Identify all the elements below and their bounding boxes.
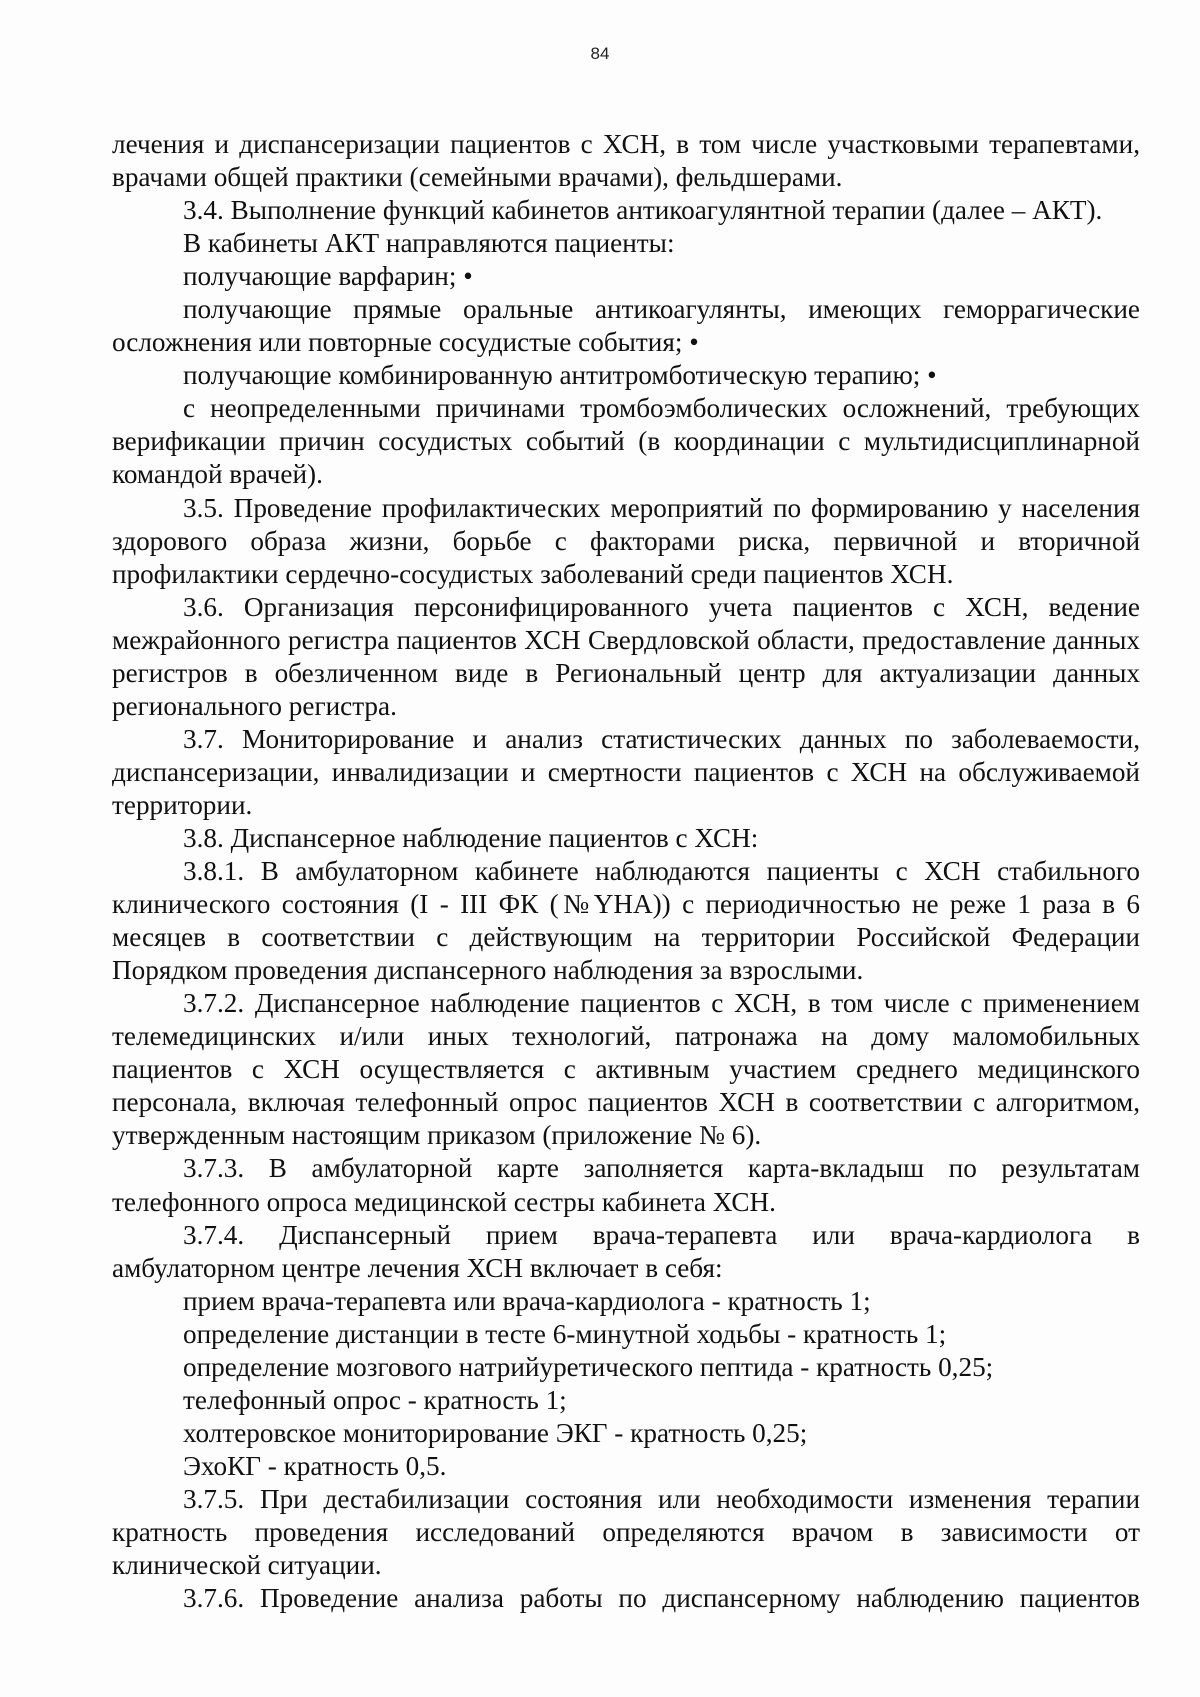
paragraph-3-7-3: 3.7.3. В амбулаторной карте заполняется карта-вкладыш по результатам телефонного опроса медицинской сестры кабинета ХСН.: [112, 1153, 1140, 1217]
paragraph-3-7-6: 3.7.6. Проведение анализа работы по диспансерному наблюдению пациентов: [183, 1583, 1140, 1614]
list-item: получающие варфарин; •: [183, 261, 473, 292]
list-item: телефонный опрос - кратность 1;: [183, 1384, 567, 1415]
list-item: ЭхоКГ - кратность 0,5.: [183, 1450, 447, 1481]
list-item: определение мозгового натрийуретического пептида - кратность 0,25;: [183, 1351, 994, 1382]
paragraph-3-5: 3.5. Проведение профилактических мероприятий по формированию у населения здорового образа жизни, борьбе с факторами риска, первичной и вторичной профилактики сердечно-сосудистых заболеваний среди пациентов ХСН.: [112, 492, 1140, 589]
paragraph-3-8: 3.8. Диспансерное наблюдение пациентов с ХСН:: [183, 822, 759, 853]
paragraph-3-7-4: 3.7.4. Диспансерный прием врача-терапевта или врача-кардиолога в амбулаторном центре лечения ХСН включает в себя:: [112, 1219, 1140, 1283]
paragraph-3-7-2: 3.7.2. Диспансерное наблюдение пациентов с ХСН, в том числе с применением телемедицинских и/или иных технологий, патронажа на дому маломобильных пациентов с ХСН осуществляется с активным участием среднего медицинского персонала, включая телефонный опрос пациентов ХСН в соответствии с алгоритмом, утвержденным настоящим приказом (приложение № 6).: [112, 988, 1140, 1151]
paragraph-3-7: 3.7. Мониторирование и анализ статистических данных по заболеваемости, диспансеризации, инвалидизации и смертности пациентов с ХСН на обслуживаемой территории.: [112, 723, 1140, 820]
list-item: холтеровское мониторирование ЭКГ - кратность 0,25;: [183, 1417, 808, 1448]
paragraph-3-8-1: 3.8.1. В амбулаторном кабинете наблюдаются пациенты с ХСН стабильного клинического состояния (I - III ФК (№YHA)) с периодичностью не реже 1 раза в 6 месяцев в соответствии с действующим на территории Российской Федерации Порядком проведения диспансерного наблюдения за взрослыми.: [112, 856, 1140, 986]
document-body: [112, 128, 1140, 1615]
page-number: 84: [590, 44, 610, 63]
list-item: с неопределенными причинами тромбоэмболических осложнений, требующих верификации причин сосудистых событий (в координации с мультидисциплинарной командой врачей).: [112, 393, 1140, 490]
paragraph-akt-intro: В кабинеты АКТ направляются пациенты:: [183, 228, 675, 259]
paragraph-3-7-5: 3.7.5. При дестабилизации состояния или необходимости изменения терапии кратность проведения исследований определяются врачом в зависимости от клинической ситуации.: [112, 1483, 1140, 1581]
list-item: получающие прямые оральные антикоагулянты, имеющих геморрагические осложнения или повторные сосудистые события; •: [112, 294, 1140, 358]
list-item: прием врача-терапевта или врача-кардиолога - кратность 1;: [183, 1285, 871, 1316]
paragraph-3-4: 3.4. Выполнение функций кабинетов антикоагулянтной терапии (далее – АКТ).: [183, 195, 1103, 226]
list-item: определение дистанции в тесте 6-минутной ходьбы - кратность 1;: [183, 1318, 947, 1349]
paragraph-3-6: 3.6. Организация персонифицированного учета пациентов с ХСН, ведение межрайонного регистра пациентов ХСН Свердловской области, предоставление данных регистров в обезличенном виде в Региональный центр для актуализации данных регионального регистра.: [112, 591, 1140, 721]
paragraph: лечения и диспансеризации пациентов с ХСН, в том числе участковыми терапевтами, врачами общей практики (семейными врачами), фельдшерами.: [112, 129, 1140, 193]
list-item: получающие комбинированную антитромботическую терапию; •: [183, 360, 937, 391]
